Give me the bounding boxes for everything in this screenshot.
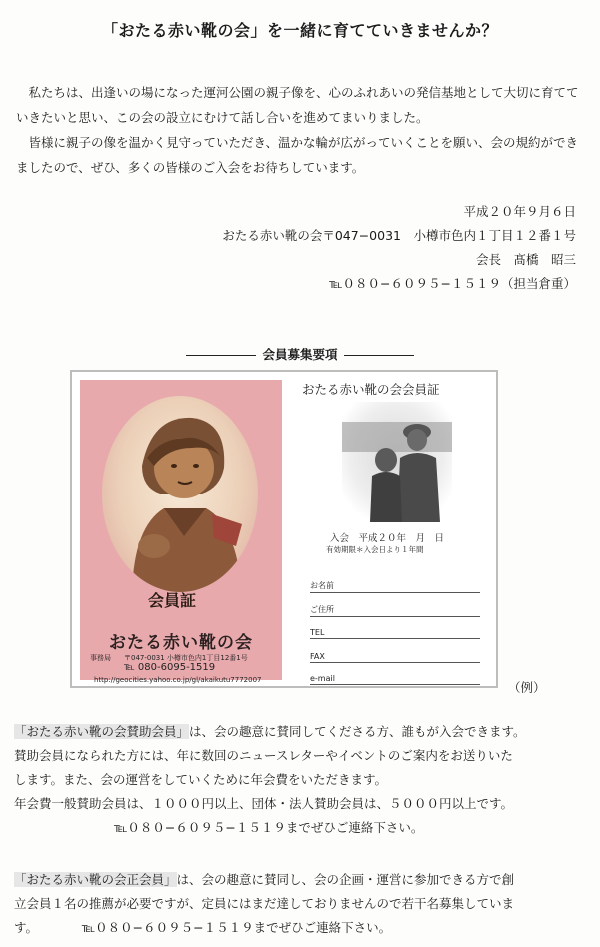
- divider: [186, 355, 256, 356]
- section-heading-text: 会員募集要項: [262, 347, 338, 362]
- card-url: http://geocities.yahoo.co.jp/gl/akaikutu7772007: [94, 676, 262, 684]
- office-tel: ℡ 080-6095-1519: [124, 662, 216, 673]
- card-back: [290, 372, 496, 686]
- divider: [344, 355, 414, 356]
- card-field-fax: FAX: [310, 652, 480, 663]
- supporter-text-3: します。また、会の運営をしていくために年会費をいただきます。: [14, 772, 388, 787]
- card-field-name: お名前: [310, 580, 480, 593]
- card-title: おたる赤い靴の会会員証: [302, 382, 440, 397]
- supporter-contact: ℡０８０−６０９５−１５１９までぜひご連絡下さい。: [114, 820, 424, 835]
- member-badge: 会員証: [148, 591, 197, 610]
- regular-text-2: 立会員１名の推薦が必要ですが、定員にはまだ達しておりませんので若干名募集していま: [14, 896, 515, 911]
- card-front: [80, 380, 282, 684]
- supporter-member-name: 「おたる赤い靴の会賛助会員」: [14, 724, 190, 739]
- office-label: 事務局: [90, 654, 111, 662]
- intro-paragraph-1: 私たちは、出逢いの場になった運河公園の親子像を、心のふれあいの発信基地として大切に育てていきたいと思い、この会の設立にむけて話し合いを進めてまいりました。: [16, 85, 579, 125]
- card-field-email: e-mail: [310, 674, 480, 685]
- example-label: （例）: [508, 680, 546, 695]
- regular-text-1: は、会の趣意に賛同し、会の企画・運営に参加できる方で創: [176, 872, 515, 887]
- supporter-text-1: は、会の趣意に賛同してくださる方、誰もが入会できます。: [189, 724, 526, 739]
- card-valid-period: 有効期限＊入会日より１年間: [326, 545, 424, 554]
- membership-card-sample: [70, 370, 498, 688]
- section-heading: [0, 345, 600, 363]
- card-field-address: ご住所: [310, 604, 480, 617]
- page-title: 「おたる赤い靴の会」を一緒に育てていきませんか？: [101, 21, 498, 40]
- signature-address: おたる赤い靴の会〒047−0031 小樽市色内１丁目１２番１号: [222, 228, 576, 243]
- signature-tel: ℡０８０−６０９５−１５１９（担当倉重）: [329, 276, 576, 291]
- regular-member-name: 「おたる赤い靴の会正会員」: [14, 872, 177, 887]
- regular-section: [14, 868, 590, 940]
- supporter-section: [14, 720, 590, 840]
- supporter-fee: 年会費一般賛助会員は、１０００円以上、団体・法人賛助会員は、５０００円以上です。: [14, 796, 514, 811]
- parent-child-statue-photo: [342, 402, 452, 522]
- girl-statue-image: [102, 396, 258, 592]
- card-office-info: [90, 654, 248, 673]
- signature-date: 平成２０年９月６日: [463, 204, 576, 219]
- intro-text: [16, 80, 586, 180]
- signature-block: [156, 200, 576, 296]
- card-join-date: 入会 平成２０年 月 日: [330, 533, 445, 544]
- supporter-text-2: 賛助会員になられた方には、年に数回のニュースレターやイベントのご案内をお送りいた: [14, 748, 513, 763]
- signature-president: 会長 髙橋 昭三: [475, 252, 576, 267]
- intro-paragraph-2: 皆様に親子の像を温かく見守っていただき、温かな輪が広がっていくことを願い、会の規約ができましたので、ぜひ、多くの皆様のご入会をお待ちしています。: [16, 135, 579, 175]
- office-address: 〒047-0031 小樽市色内1丁目12番1号: [124, 654, 248, 662]
- card-group-name: おたる赤い靴の会: [109, 633, 253, 653]
- card-field-tel: TEL: [310, 628, 480, 639]
- regular-text-3: す。 ℡０８０−６０９５−１５１９までぜひご連絡下さい。: [14, 920, 392, 935]
